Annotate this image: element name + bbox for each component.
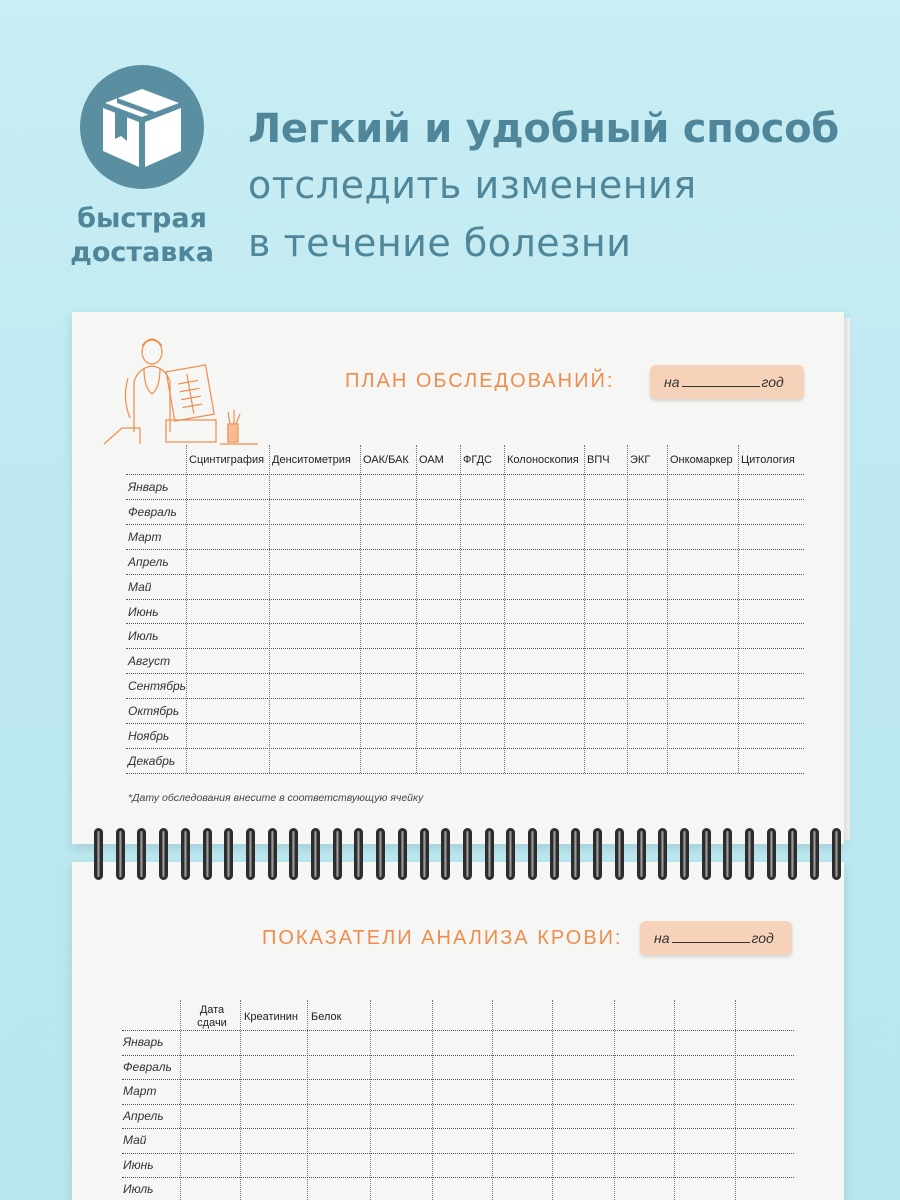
month-label: Март [128,529,162,544]
binding-ring [116,828,125,880]
binding-ring [94,828,103,880]
binding-ring [788,828,797,880]
headline-line2: отследить изменения [248,163,697,207]
page-stack-edge [844,318,850,840]
month-label: Май [128,579,152,594]
month-label: Май [123,1133,147,1147]
table-row-line [122,1128,794,1129]
month-label: Июль [123,1182,154,1196]
table-row-line [126,574,804,575]
table-row-line [126,599,804,600]
month-label: Август [128,654,171,669]
table-row-line [122,1153,794,1154]
table-row-line [126,673,804,674]
year-blank-line-bottom [672,929,750,943]
year-prefix-bottom: на [654,930,670,946]
binding-ring [550,828,559,880]
binding-ring [420,828,429,880]
binding-ring [398,828,407,880]
month-label: Июнь [128,604,159,619]
binding-ring [745,828,754,880]
box-icon [97,81,187,173]
binding-ring [637,828,646,880]
delivery-label-line1: быстрая [77,203,207,234]
year-suffix-bottom: год [751,930,774,946]
delivery-badge [80,65,204,189]
blood-test-title: ПОКАЗАТЕЛИ АНАЛИЗА КРОВИ: [262,927,623,949]
year-field[interactable] [650,365,804,399]
binding-ring [333,828,342,880]
exam-plan-title: ПЛАН ОБСЛЕДОВАНИЙ: [345,370,615,392]
month-label: Декабрь [128,753,176,768]
table-row-line [126,723,804,724]
table-row-line [126,748,804,749]
table-row-line [126,773,804,774]
column-header: Белок [311,1011,342,1023]
binding-ring [593,828,602,880]
binding-ring [767,828,776,880]
binding-ring [441,828,450,880]
column-header: Денситометрия [272,454,351,466]
month-label: Апрель [123,1108,164,1123]
binding-ring [289,828,298,880]
bottom-notebook-page [72,862,844,1200]
month-label: Июнь [123,1157,154,1172]
month-label: Март [123,1084,157,1098]
year-blank-line [682,373,760,387]
table-row-line [126,499,804,500]
binding-ring [181,828,190,880]
column-header: ОАМ [419,454,444,466]
column-header: Сцинтиграфия [189,454,265,466]
binding-ring [723,828,732,880]
binding-ring [268,828,277,880]
delivery-label [60,202,224,270]
binding-ring [702,828,711,880]
month-label: Февраль [123,1059,172,1074]
binding-ring [658,828,667,880]
column-header: Цитология [741,454,795,466]
month-label: Сентябрь [128,679,186,694]
binding-ring [832,828,841,880]
binding-ring [354,828,363,880]
column-header: ЭКГ [630,454,651,466]
binding-ring [246,828,255,880]
table-row-line [122,1079,794,1080]
headline-line1: Легкий и удобный способ [248,106,839,152]
month-label: Апрель [128,554,169,569]
table-row-line [126,524,804,525]
table-row-line [122,1104,794,1105]
headline [248,102,888,272]
column-header: ОАК/БАК [363,454,409,466]
binding-ring [463,828,472,880]
binding-ring [311,828,320,880]
column-header: ВПЧ [587,454,610,466]
binding-ring [376,828,385,880]
binding-ring [203,828,212,880]
binding-ring [810,828,819,880]
headline-line3: в течение болезни [248,221,632,265]
binding-ring [485,828,494,880]
column-header: Колоноскопия [507,454,579,466]
table-row-line [126,648,804,649]
month-label: Январь [123,1035,164,1049]
table-row-line [126,698,804,699]
binding-ring [528,828,537,880]
year-suffix: год [761,374,784,390]
month-label: Февраль [128,504,177,519]
year-field-bottom[interactable] [640,921,792,955]
month-label: Октябрь [128,704,180,719]
binding-ring [137,828,146,880]
column-header: Дата сдачи [197,1004,227,1029]
table-row-line [126,549,804,550]
spiral-binding [72,828,844,884]
delivery-label-line2: доставка [70,237,214,268]
column-header: Креатинин [244,1011,298,1023]
binding-ring [506,828,515,880]
month-label: Июль [128,629,159,644]
binding-ring [224,828,233,880]
doctor-xray-icon [100,332,260,448]
column-header: Онкомаркер [670,454,733,466]
binding-ring [680,828,689,880]
table-row-line [122,1055,794,1056]
binding-ring [159,828,168,880]
month-label: Ноябрь [128,729,170,743]
table-row-line [122,1030,794,1031]
column-header: ФГДС [463,454,492,466]
binding-ring [615,828,624,880]
binding-ring [571,828,580,880]
year-prefix: на [664,374,680,390]
footnote: *Дату обследования внесите в соответствующую ячейку [128,792,424,804]
table-row-line [122,1177,794,1178]
table-row-line [126,623,804,624]
month-label: Январь [128,480,169,494]
table-row-line [126,474,804,475]
